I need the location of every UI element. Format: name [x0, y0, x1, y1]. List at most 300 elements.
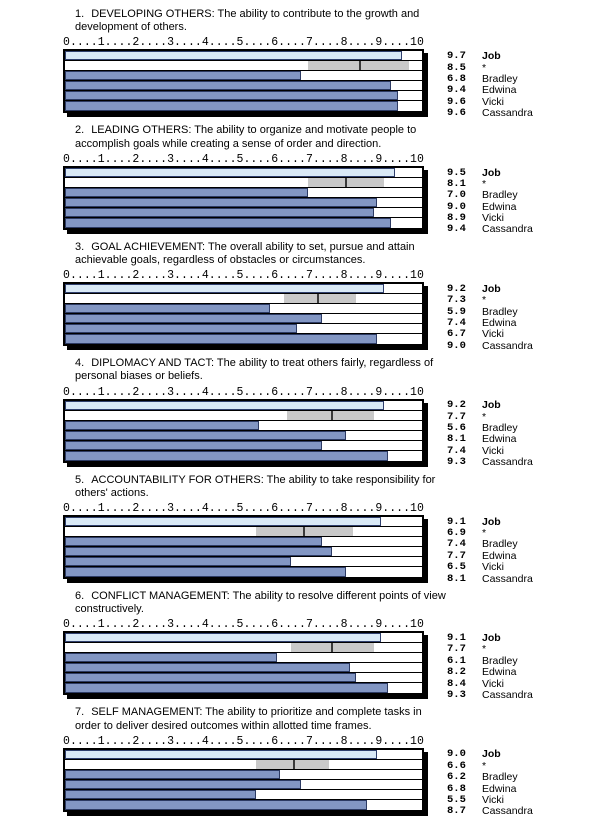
- legend-label: Edwina: [482, 549, 517, 562]
- row-plot: [65, 683, 412, 693]
- row-plot: [65, 304, 412, 313]
- row-plot: [65, 91, 412, 100]
- legend-value: 9.0: [447, 339, 466, 352]
- person-bar: [65, 441, 322, 450]
- section-heading-text: DEVELOPING OTHERS: The ability to contribute to the growth and development of others.: [75, 8, 420, 34]
- legend-value: 6.9: [447, 527, 466, 540]
- norm-marker: [303, 527, 305, 536]
- section-number: 7.: [75, 706, 85, 719]
- section-heading-text: GOAL ACHIEVEMENT: The overall ability to set, pursue and attain achievable goals, regardless of obstacles or circumstances.: [75, 240, 415, 266]
- person-row: [65, 71, 422, 81]
- row-plot: [65, 750, 412, 759]
- person-row: [65, 673, 422, 683]
- legend-label: *: [482, 643, 487, 656]
- legend-value: 9.4: [447, 223, 466, 236]
- legend-row: [447, 550, 533, 561]
- norm-marker: [317, 294, 319, 303]
- row-plot: [65, 517, 412, 526]
- person-bar: [65, 304, 270, 313]
- legend-value: 9.2: [447, 399, 466, 412]
- legend-value: 9.3: [447, 456, 466, 469]
- section-title: [75, 706, 447, 732]
- legend-label: *: [482, 759, 487, 772]
- legend-label: Edwina: [482, 666, 517, 679]
- section-number: 3.: [75, 240, 85, 253]
- row-plot: [65, 643, 412, 652]
- legend-label: Bradley: [482, 72, 518, 85]
- job-row: [65, 633, 422, 643]
- competency-section: [63, 590, 610, 706]
- legend-row: [447, 317, 533, 328]
- legend-row: [447, 562, 533, 573]
- legend-value: 8.1: [447, 433, 466, 446]
- legend-row: [447, 50, 533, 61]
- bar-chart: [63, 748, 610, 817]
- section-title: [75, 8, 447, 34]
- norm-row: [65, 294, 422, 304]
- person-bar: [65, 431, 346, 440]
- competency-section: [63, 706, 610, 822]
- legend-label: Vicki: [482, 561, 504, 574]
- person-row: [65, 304, 422, 314]
- chart-legend: [447, 748, 533, 817]
- row-plot: [65, 314, 412, 323]
- row-plot: [65, 451, 412, 461]
- competency-section: [63, 241, 610, 357]
- section-heading-text: SELF MANAGEMENT: The ability to prioritize and complete tasks in order to deliver desired outcomes within allotted time frames.: [75, 706, 422, 732]
- legend-value: 9.6: [447, 95, 466, 108]
- row-plot: [65, 557, 412, 566]
- person-row: [65, 557, 422, 567]
- legend-label: Cassandra: [482, 339, 533, 352]
- person-bar: [65, 91, 398, 100]
- section-heading-text: LEADING OTHERS: The ability to organize and motivate people to accomplish goals while creating a sense of order and direction.: [75, 124, 417, 150]
- legend-label: Vicki: [482, 95, 504, 108]
- person-bar: [65, 557, 291, 566]
- legend-row: [447, 295, 533, 306]
- legend-row: [447, 411, 533, 422]
- person-bar: [65, 790, 256, 799]
- legend-row: [447, 527, 533, 538]
- legend-row: [447, 178, 533, 189]
- axis-scale: 0....1....2....3....4....5....6....7....8....9....10: [63, 36, 424, 50]
- row-plot: [65, 633, 412, 642]
- person-bar: [65, 81, 391, 90]
- row-plot: [65, 334, 412, 344]
- person-bar: [65, 770, 280, 779]
- person-row: [65, 567, 422, 577]
- person-bar: [65, 188, 308, 197]
- person-row: [65, 441, 422, 451]
- legend-row: [447, 107, 533, 118]
- chart-plot-area: [63, 399, 424, 463]
- legend-row: [447, 62, 533, 73]
- person-row: [65, 188, 422, 198]
- row-plot: [65, 421, 412, 430]
- row-plot: [65, 324, 412, 333]
- legend-value: 6.5: [447, 561, 466, 574]
- legend-value: 7.0: [447, 189, 466, 202]
- chart-legend: [447, 631, 533, 700]
- person-row: [65, 421, 422, 431]
- person-bar: [65, 421, 259, 430]
- person-row: [65, 790, 422, 800]
- section-heading-text: ACCOUNTABILITY FOR OTHERS: The ability to take responsibility for others' actions.: [75, 473, 436, 499]
- legend-value: 9.3: [447, 689, 466, 702]
- norm-marker: [331, 643, 333, 652]
- job-row: [65, 168, 422, 178]
- person-row: [65, 101, 422, 111]
- legend-value: 8.5: [447, 61, 466, 74]
- norm-row: [65, 527, 422, 537]
- legend-row: [447, 806, 533, 817]
- chart-legend: [447, 166, 533, 235]
- legend-label: Vicki: [482, 212, 504, 225]
- legend-label: Cassandra: [482, 572, 533, 585]
- legend-value: 9.0: [447, 200, 466, 213]
- person-row: [65, 683, 422, 693]
- legend-row: [447, 283, 533, 294]
- legend-value: 6.6: [447, 759, 466, 772]
- row-plot: [65, 71, 412, 80]
- competency-section: [63, 8, 610, 124]
- legend-value: 6.8: [447, 782, 466, 795]
- legend-row: [447, 306, 533, 317]
- legend-label: *: [482, 61, 487, 74]
- chart-plot-area: [63, 515, 424, 579]
- legend-row: [447, 201, 533, 212]
- legend-row: [447, 772, 533, 783]
- section-title: [75, 124, 447, 150]
- chart-legend: [447, 399, 533, 468]
- person-row: [65, 208, 422, 218]
- legend-value: 7.4: [447, 444, 466, 457]
- competency-section: [63, 124, 610, 240]
- legend-label: Job: [482, 282, 501, 295]
- legend-label: Edwina: [482, 433, 517, 446]
- legend-row: [447, 749, 533, 760]
- row-plot: [65, 294, 412, 303]
- norm-row: [65, 411, 422, 421]
- legend-label: Bradley: [482, 771, 518, 784]
- norm-range: [284, 294, 357, 303]
- job-bar: [65, 401, 384, 410]
- competency-section: [63, 357, 610, 473]
- bar-chart: [63, 49, 610, 118]
- legend-label: *: [482, 294, 487, 307]
- person-row: [65, 324, 422, 334]
- person-row: [65, 431, 422, 441]
- legend-row: [447, 224, 533, 235]
- row-plot: [65, 208, 412, 217]
- chart-plot-area: [63, 631, 424, 695]
- legend-value: 9.7: [447, 50, 466, 63]
- legend-label: Cassandra: [482, 689, 533, 702]
- legend-row: [447, 573, 533, 584]
- legend-value: 7.7: [447, 410, 466, 423]
- legend-row: [447, 445, 533, 456]
- job-row: [65, 51, 422, 61]
- legend-label: Cassandra: [482, 805, 533, 818]
- legend-row: [447, 212, 533, 223]
- row-plot: [65, 527, 412, 536]
- job-bar: [65, 517, 381, 526]
- section-number: 2.: [75, 124, 85, 137]
- person-bar: [65, 208, 374, 217]
- legend-value: 7.7: [447, 549, 466, 562]
- legend-value: 7.3: [447, 294, 466, 307]
- legend-row: [447, 516, 533, 527]
- row-plot: [65, 537, 412, 546]
- person-bar: [65, 71, 301, 80]
- bar-chart: [63, 282, 610, 351]
- legend-label: Cassandra: [482, 107, 533, 120]
- legend-value: 9.4: [447, 84, 466, 97]
- bar-chart: [63, 399, 610, 468]
- legend-value: 7.4: [447, 538, 466, 551]
- competency-section: [63, 474, 610, 590]
- legend-value: 6.7: [447, 328, 466, 341]
- legend-label: Bradley: [482, 654, 518, 667]
- legend-label: Cassandra: [482, 456, 533, 469]
- section-heading-text: DIPLOMACY AND TACT: The ability to treat others fairly, regardless of personal biases or beliefs.: [75, 357, 434, 383]
- legend-row: [447, 667, 533, 678]
- person-bar: [65, 537, 322, 546]
- row-plot: [65, 653, 412, 662]
- axis-scale: 0....1....2....3....4....5....6....7....8....9....10: [63, 618, 424, 632]
- legend-row: [447, 457, 533, 468]
- row-plot: [65, 284, 412, 293]
- row-plot: [65, 51, 412, 60]
- legend-row: [447, 783, 533, 794]
- section-title: [75, 241, 447, 267]
- legend-row: [447, 340, 533, 351]
- norm-row: [65, 178, 422, 188]
- row-plot: [65, 800, 412, 810]
- job-row: [65, 284, 422, 294]
- chart-legend: [447, 49, 533, 118]
- person-bar: [65, 780, 301, 789]
- person-bar: [65, 198, 377, 207]
- legend-label: Job: [482, 515, 501, 528]
- person-bar: [65, 218, 391, 228]
- legend-label: Bradley: [482, 305, 518, 318]
- job-row: [65, 517, 422, 527]
- person-row: [65, 91, 422, 101]
- person-bar: [65, 673, 356, 682]
- axis-scale: 0....1....2....3....4....5....6....7....8....9....10: [63, 501, 424, 515]
- legend-value: 5.5: [447, 794, 466, 807]
- row-plot: [65, 218, 412, 228]
- person-bar: [65, 324, 297, 333]
- job-bar: [65, 168, 395, 177]
- person-bar: [65, 683, 388, 693]
- legend-label: Job: [482, 748, 501, 761]
- row-plot: [65, 780, 412, 789]
- bar-chart: [63, 631, 610, 700]
- legend-value: 7.7: [447, 643, 466, 656]
- row-plot: [65, 770, 412, 779]
- bar-chart: [63, 166, 610, 235]
- legend-value: 8.2: [447, 666, 466, 679]
- section-title: [75, 590, 447, 616]
- legend-label: Edwina: [482, 84, 517, 97]
- section-title: [75, 474, 447, 500]
- person-row: [65, 547, 422, 557]
- legend-row: [447, 167, 533, 178]
- legend-label: Vicki: [482, 328, 504, 341]
- person-bar: [65, 653, 277, 662]
- legend-label: Vicki: [482, 444, 504, 457]
- norm-row: [65, 61, 422, 71]
- legend-label: Bradley: [482, 189, 518, 202]
- row-plot: [65, 760, 412, 769]
- section-number: 4.: [75, 357, 85, 370]
- row-plot: [65, 567, 412, 577]
- legend-label: Edwina: [482, 782, 517, 795]
- legend-value: 8.7: [447, 805, 466, 818]
- row-plot: [65, 168, 412, 177]
- legend-row: [447, 632, 533, 643]
- legend-value: 8.4: [447, 677, 466, 690]
- section-number: 1.: [75, 8, 85, 20]
- legend-row: [447, 794, 533, 805]
- bar-chart: [63, 515, 610, 584]
- chart-legend: [447, 282, 533, 351]
- legend-value: 9.6: [447, 107, 466, 120]
- legend-label: *: [482, 527, 487, 540]
- chart-plot-area: [63, 166, 424, 230]
- person-row: [65, 537, 422, 547]
- legend-label: *: [482, 410, 487, 423]
- legend-label: Edwina: [482, 200, 517, 213]
- person-row: [65, 81, 422, 91]
- person-bar: [65, 451, 388, 461]
- norm-marker: [359, 61, 361, 70]
- row-plot: [65, 401, 412, 410]
- person-row: [65, 800, 422, 810]
- chart-legend: [447, 515, 533, 584]
- legend-value: 7.4: [447, 317, 466, 330]
- legend-value: 6.2: [447, 771, 466, 784]
- job-bar: [65, 284, 384, 293]
- norm-row: [65, 643, 422, 653]
- legend-row: [447, 678, 533, 689]
- person-bar: [65, 547, 332, 556]
- legend-row: [447, 96, 533, 107]
- person-row: [65, 218, 422, 228]
- job-bar: [65, 51, 402, 60]
- legend-value: 6.8: [447, 72, 466, 85]
- section-number: 5.: [75, 473, 85, 486]
- legend-value: 5.9: [447, 305, 466, 318]
- section-title: [75, 357, 447, 383]
- row-plot: [65, 673, 412, 682]
- legend-label: Vicki: [482, 794, 504, 807]
- chart-plot-area: [63, 748, 424, 812]
- legend-value: 9.2: [447, 282, 466, 295]
- axis-scale: 0....1....2....3....4....5....6....7....8....9....10: [63, 152, 424, 166]
- chart-plot-area: [63, 49, 424, 113]
- legend-label: Job: [482, 166, 501, 179]
- legend-label: Edwina: [482, 317, 517, 330]
- legend-row: [447, 655, 533, 666]
- person-row: [65, 780, 422, 790]
- legend-value: 8.1: [447, 572, 466, 585]
- person-bar: [65, 314, 322, 323]
- legend-value: 8.9: [447, 212, 466, 225]
- row-plot: [65, 198, 412, 207]
- person-bar: [65, 334, 377, 344]
- person-row: [65, 334, 422, 344]
- legend-row: [447, 760, 533, 771]
- legend-value: 9.5: [447, 166, 466, 179]
- person-bar: [65, 101, 398, 111]
- report-body: [63, 8, 610, 823]
- person-row: [65, 663, 422, 673]
- legend-row: [447, 190, 533, 201]
- norm-marker: [331, 411, 333, 420]
- row-plot: [65, 188, 412, 197]
- legend-value: 6.1: [447, 654, 466, 667]
- legend-value: 5.6: [447, 422, 466, 435]
- job-row: [65, 750, 422, 760]
- norm-marker: [345, 178, 347, 187]
- legend-label: Vicki: [482, 677, 504, 690]
- row-plot: [65, 441, 412, 450]
- chart-plot-area: [63, 282, 424, 346]
- legend-value: 9.0: [447, 748, 466, 761]
- norm-marker: [293, 760, 295, 769]
- legend-label: Bradley: [482, 538, 518, 551]
- legend-label: Job: [482, 632, 501, 645]
- job-bar: [65, 750, 377, 759]
- legend-row: [447, 400, 533, 411]
- axis-scale: 0....1....2....3....4....5....6....7....8....9....10: [63, 734, 424, 748]
- section-heading-text: CONFLICT MANAGEMENT: The ability to resolve different points of view constructively.: [75, 589, 446, 616]
- legend-label: *: [482, 177, 487, 190]
- section-number: 6.: [75, 589, 85, 602]
- legend-row: [447, 329, 533, 340]
- legend-row: [447, 422, 533, 433]
- norm-row: [65, 760, 422, 770]
- row-plot: [65, 790, 412, 799]
- person-row: [65, 770, 422, 780]
- legend-row: [447, 73, 533, 84]
- row-plot: [65, 61, 412, 70]
- person-bar: [65, 800, 367, 810]
- row-plot: [65, 663, 412, 672]
- row-plot: [65, 431, 412, 440]
- legend-row: [447, 689, 533, 700]
- person-row: [65, 451, 422, 461]
- legend-row: [447, 539, 533, 550]
- axis-scale: 0....1....2....3....4....5....6....7....8....9....10: [63, 385, 424, 399]
- row-plot: [65, 547, 412, 556]
- legend-label: Bradley: [482, 422, 518, 435]
- legend-label: Job: [482, 50, 501, 63]
- person-row: [65, 198, 422, 208]
- person-row: [65, 314, 422, 324]
- person-row: [65, 653, 422, 663]
- legend-row: [447, 644, 533, 655]
- legend-label: Cassandra: [482, 223, 533, 236]
- row-plot: [65, 411, 412, 420]
- axis-scale: 0....1....2....3....4....5....6....7....8....9....10: [63, 269, 424, 283]
- job-row: [65, 401, 422, 411]
- legend-value: 9.1: [447, 515, 466, 528]
- legend-row: [447, 434, 533, 445]
